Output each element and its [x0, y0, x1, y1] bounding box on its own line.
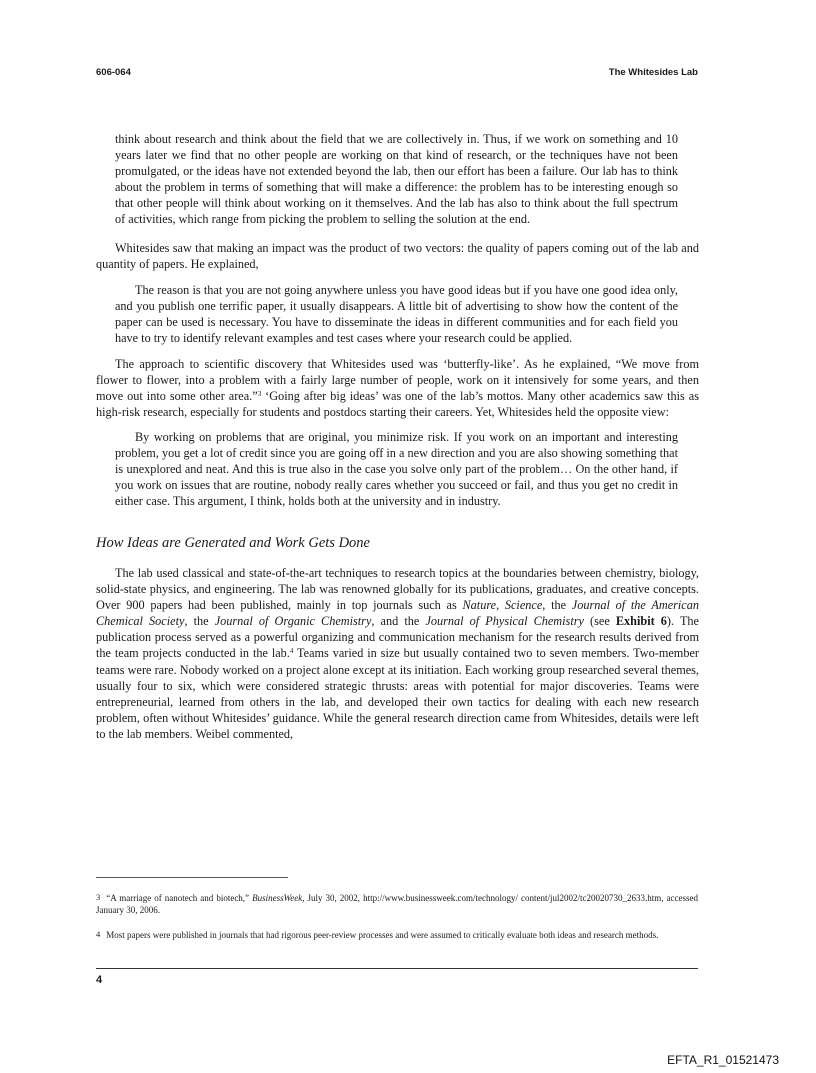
footnote-4-number: 4	[96, 929, 101, 939]
document-stamp: EFTA_R1_01521473	[667, 1053, 779, 1067]
footer-rule	[96, 968, 698, 969]
quote-3-text: By working on problems that are original, you minimize risk. If you work on an important and interesting problem, you get a lot of credit since you are going off in a new direction and you are also showing something that is unexplored and neat. And this is true also in the case you solve only part of the problem… On the other hand, if you work on issues that are routine, nobody really cares whether you succeed or fail, and thus you get no credit in either case. This argument, I think, holds both at the university and in industry.	[115, 429, 678, 508]
footnote-separator	[96, 877, 288, 878]
document-number: 606-064	[96, 67, 131, 78]
paragraph-1: Whitesides saw that making an impact was the product of two vectors: the quality of papers coming out of the lab and quantity of papers. He explained,	[96, 240, 699, 271]
paragraph-3-text: , the	[184, 614, 215, 629]
block-quote-3	[115, 429, 678, 509]
footnote-4	[96, 929, 698, 941]
page-content	[96, 131, 699, 742]
footnote-3	[96, 892, 698, 916]
quote-2-text: The reason is that you are not going anywhere unless you have good ideas but if you have one good idea only, and you publish one terrific paper, it usually disappears. A little bit of advertising to show how the content of the paper can be used is necessary. You have to disseminate the ideas in different communities and for each field you have to try to identify relevant examples and test cases where your research could be applied.	[115, 282, 678, 346]
document-title: The Whitesides Lab	[608, 67, 698, 78]
paragraph-3-text: , and the	[371, 614, 426, 629]
journal-physical-chemistry: Journal of Physical Chemistry	[425, 614, 584, 629]
footnote-3-publication: BusinessWeek,	[252, 893, 305, 903]
footnote-3-number: 3	[96, 892, 101, 902]
paragraph-3-text: ). The publication process served as a powerful organizing and communication mechanism for the research results derived from the team projects conducted in the lab.	[96, 614, 699, 661]
block-quote-1	[115, 131, 678, 228]
journal-science: Science	[504, 598, 543, 613]
paragraph-3	[96, 565, 699, 742]
paragraph-3-text: ,	[496, 598, 505, 613]
journal-jacs: Journal of the American Chemical Society	[96, 598, 699, 629]
paragraph-3-text: Teams varied in size but usually contained two to seven members. Two-member teams were rare. Nobody worked on a project alone except at its initiation. Each working group researched several themes, usually four to six, which were considered strategic thrusts: areas with potential for major discoveries. Teams were entrepreneurial, learned from others in the lab, and developed their own tactics for dealing with each new research problem, often without Whitesides’ guidance. While the general research direction came from Whitesides, details were left to the lab members. Weibel commented,	[96, 646, 699, 741]
paragraph-2	[96, 356, 699, 420]
running-header	[96, 67, 698, 81]
section-heading: How Ideas are Generated and Work Gets Done	[96, 534, 370, 551]
exhibit-reference: Exhibit 6	[615, 614, 667, 629]
paragraph-3-text: (see	[583, 614, 616, 629]
journal-nature: Nature	[462, 598, 497, 613]
footnote-4-text: Most papers were published in journals that had rigorous peer-review processes and were assumed to critically evaluate both ideas and research methods.	[106, 930, 659, 940]
page-number: 4	[96, 974, 103, 986]
block-quote-2	[115, 282, 678, 346]
journal-organic-chemistry: Journal of Organic Chemistry	[214, 614, 372, 629]
footnote-ref-3: 3	[257, 390, 262, 399]
paragraph-2-part-b: ‘Going after big ideas’ was one of the lab’s mottos. Many other academics saw this as high-risk research, especially for students and postdocs starting their careers. Yet, Whitesides held the opposite view:	[96, 389, 699, 420]
paragraph-2-part-a: The approach to scientific discovery that Whitesides used was ‘butterfly-like’. As he explained, “We move from flower to flower, into a problem with a fairly large number of people, work on it intensively for some years, and then move out into some other area.”	[96, 357, 699, 404]
footnote-3-text: “A marriage of nanotech and biotech,”	[106, 893, 253, 903]
paragraph-3-text: , the	[542, 598, 572, 613]
paragraph-3-text: The lab used classical and state-of-the-art techniques to research topics at the boundaries between chemistry, biology, solid-state physics, and engineering. The lab was renowned globally for its publications, graduates, and creative concepts. Over 900 papers had been published, mainly in top journals such as	[96, 565, 699, 613]
footnote-ref-4: 4	[289, 647, 294, 656]
quote-1-text: think about research and think about the field that we are collectively in. Thus, if we work on something and 10 years later we find that no other people are working on that kind of research, or the techniques have not been promulgated, or the ideas have not extended beyond the lab, then our effort has been a failure. Our lab has to think about the problem in terms of something that will make a difference: the problem has to be interesting enough so that other people will think about working on it themselves. And the lab has also to think about the full spectrum of activities, which range from picking the problem to selling the solution at the end.	[115, 132, 678, 227]
footnote-3-text: July 30, 2002, http://www.businessweek.com/technology/ content/jul2002/tc20020730_2633.htm, accessed January 30, 2006.	[96, 893, 698, 915]
